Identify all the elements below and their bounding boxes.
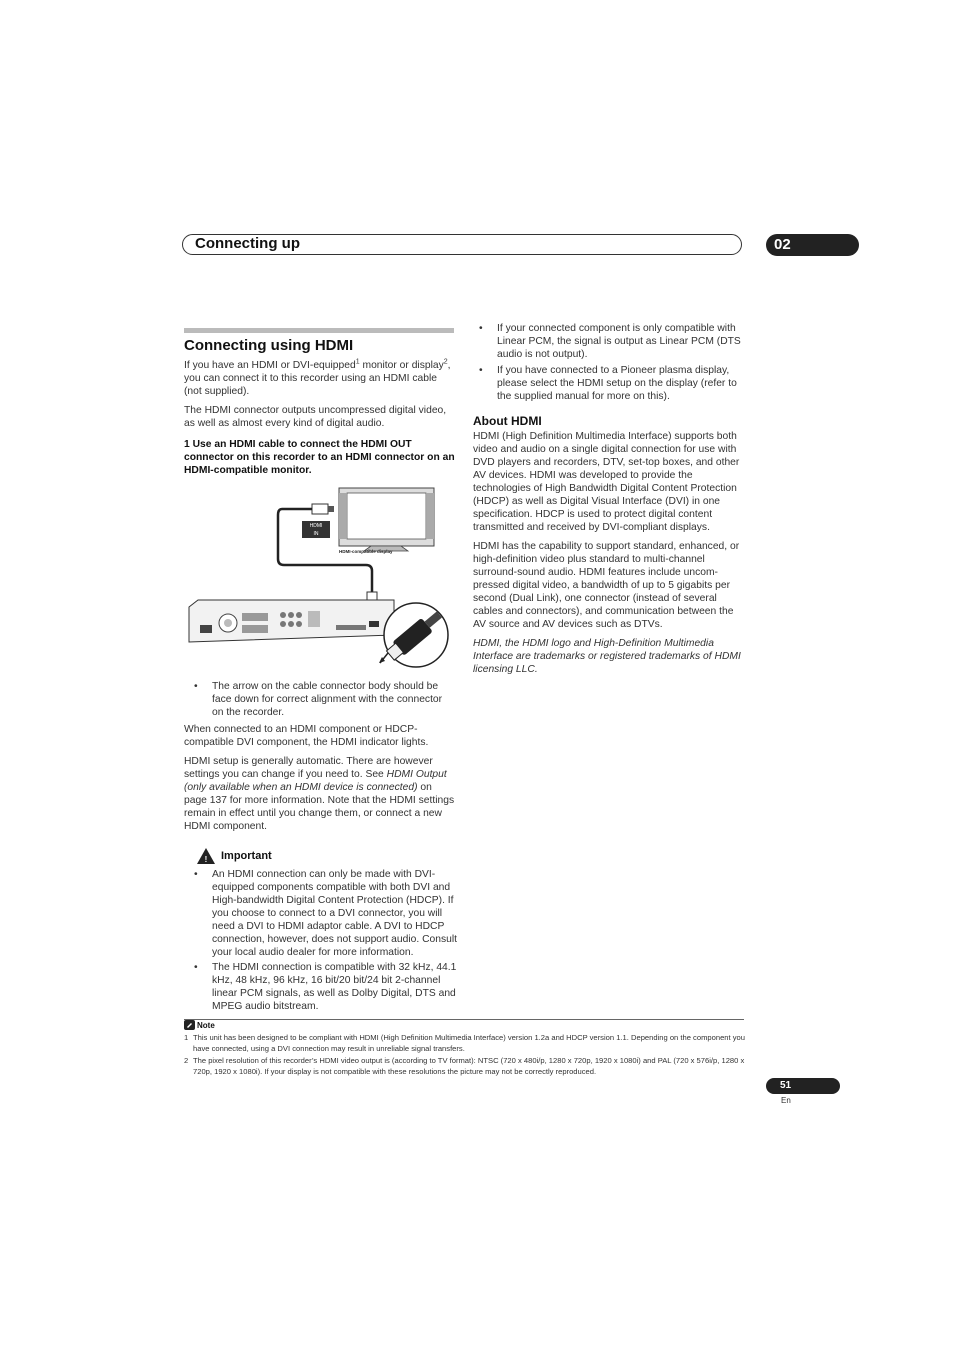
about-paragraph-2: HDMI has the capability to support standard, enhanced, or high-definition video plus standard to multi-channel surround-sound audio. HDMI features include uncom-pressed digital video, a bandwidth of up to 5 gigabits per second (Dual Link), one connector (instead of several cables and connectors), and communication between the AV source and AV devices such as DTVs. [473, 541, 740, 630]
hdmi-connection-diagram [186, 485, 456, 670]
step-1-instruction: 1 Use an HDMI cable to connect the HDMI OUT connector on this recorder to an HDMI connector on an HDMI-compatible monitor. [184, 439, 455, 476]
warning-icon [196, 847, 216, 865]
note-pencil-icon [184, 1020, 195, 1030]
note-title: Note [197, 1020, 215, 1030]
footnotes [184, 1033, 746, 1077]
recorder-rear-panel [189, 600, 394, 642]
page-number-badge: 51 [766, 1078, 840, 1094]
hdmi-plug-top [312, 504, 328, 514]
section-title: Connecting using HDMI [184, 337, 354, 354]
important-title: Important [221, 850, 272, 862]
footnote-ref-1: 1 [355, 358, 360, 366]
note-divider [184, 1019, 744, 1020]
hdmi-in-label-line1: HDMI [309, 523, 323, 529]
display-caption: HDMI-compatible display [339, 549, 393, 554]
left-column-body [184, 680, 456, 839]
list-item: • If you have connected to a Pioneer plasma display, please select the HDMI setup on the display (refer to the supplied manual for more on this). [479, 365, 737, 402]
intro-paragraph: If you have an HDMI or DVI-equipped$^1$ monitor or display$^2$, you can connect it to this recorder using an HDMI cable (not supplied). [184, 358, 451, 397]
list-item: • An HDMI connection can only be made with DVI-equipped components compatible with both DVI and High-bandwidth Digital Content Protection (HDCP). If you choose to connect to a DVI connector, you will need a DVI to HDMI adaptor cable. A DVI to HDCP connection, however, does not support audio. Consult your local audio dealer for more information. [194, 869, 457, 958]
about-paragraph-1: HDMI (High Definition Multimedia Interface) supports both video and audio on a single digital connection for use with DVD players and recorders, DTV, set-top boxes, and other AV devices. HDMI was developed to provide the technologies of High Bandwidth Digital Content Protection (HDCP) as well as Digital Visual Interface (DVI) in one specification. HDCP is used to protect digital content transmitted and received by DVI-compliant displays. [473, 431, 740, 533]
about-hdmi-heading: About HDMI [473, 414, 542, 428]
chapter-number-badge: 02 [766, 234, 859, 256]
note-heading [184, 1020, 215, 1030]
footnote-1: 1 This unit has been designed to be compliant with HDMI (High Definition Multimedia Interface) version 1.2a and HDCP version 1.1. Depending on the component you have connected, using a DVI connection may result in unreliable signal transfers. [184, 1033, 745, 1053]
right-column [473, 322, 745, 682]
trademark-notice: HDMI, the HDMI logo and High-Definition Multimedia Interface are trademarks or registered trademarks of HDMI licensing LLC. [473, 638, 741, 675]
paragraph-indicator: When connected to an HDMI component or HDCP-compatible DVI component, the HDMI indicator lights. [184, 724, 429, 748]
cross-reference: HDMI Output (only available when an HDMI device is connected) [184, 769, 447, 793]
list-item: • If your connected component is only compatible with Linear PCM, the signal is output as Linear PCM (DTS audio is not output). [479, 323, 741, 360]
footnote-ref-2: 2 [443, 358, 448, 366]
paragraph-uncompressed: The HDMI connector outputs uncompressed digital video, as well as almost every kind of digital audio. [184, 405, 447, 429]
list-item: • The HDMI connection is compatible with 32 kHz, 44.1 kHz, 48 kHz, 96 kHz, 16 bit/20 bit/24 bit 2-channel linear PCM signals, as well as Dolby Digital, DTS and MPEG audio bitstream. [194, 962, 457, 1012]
tv-display-illustration [339, 488, 434, 551]
section-divider [184, 328, 454, 333]
list-item: • The arrow on the cable connector body should be face down for correct alignment with the connector on the recorder. [194, 681, 443, 718]
left-column-intro [184, 359, 456, 483]
important-list [184, 868, 458, 1013]
footnote-2: 2 The pixel resolution of this recorder’s HDMI video output is (according to TV format): NTSC (720 x 480i/p, 1280 x 720p, 1920 x 1080i) and PAL (720 x 576i/p, 1280 x 720p, 1920 x 1080i). If your display is not compatible with these resolutions the picture may not be correctly reproduced. [184, 1056, 745, 1076]
svg-text:!: ! [204, 855, 208, 864]
chapter-title: Connecting up [195, 235, 300, 252]
hdmi-in-label-line2: IN [313, 531, 319, 537]
paragraph-setup: HDMI setup is generally automatic. There are however settings you can change if you need to. See HDMI Output (only available when an HDMI device is connected) on page 137 for more information. Note that the HDMI settings remain in effect until you change them, or connect a new HDMI component. [184, 756, 455, 832]
page-language: En [781, 1096, 791, 1105]
important-heading [196, 847, 272, 865]
